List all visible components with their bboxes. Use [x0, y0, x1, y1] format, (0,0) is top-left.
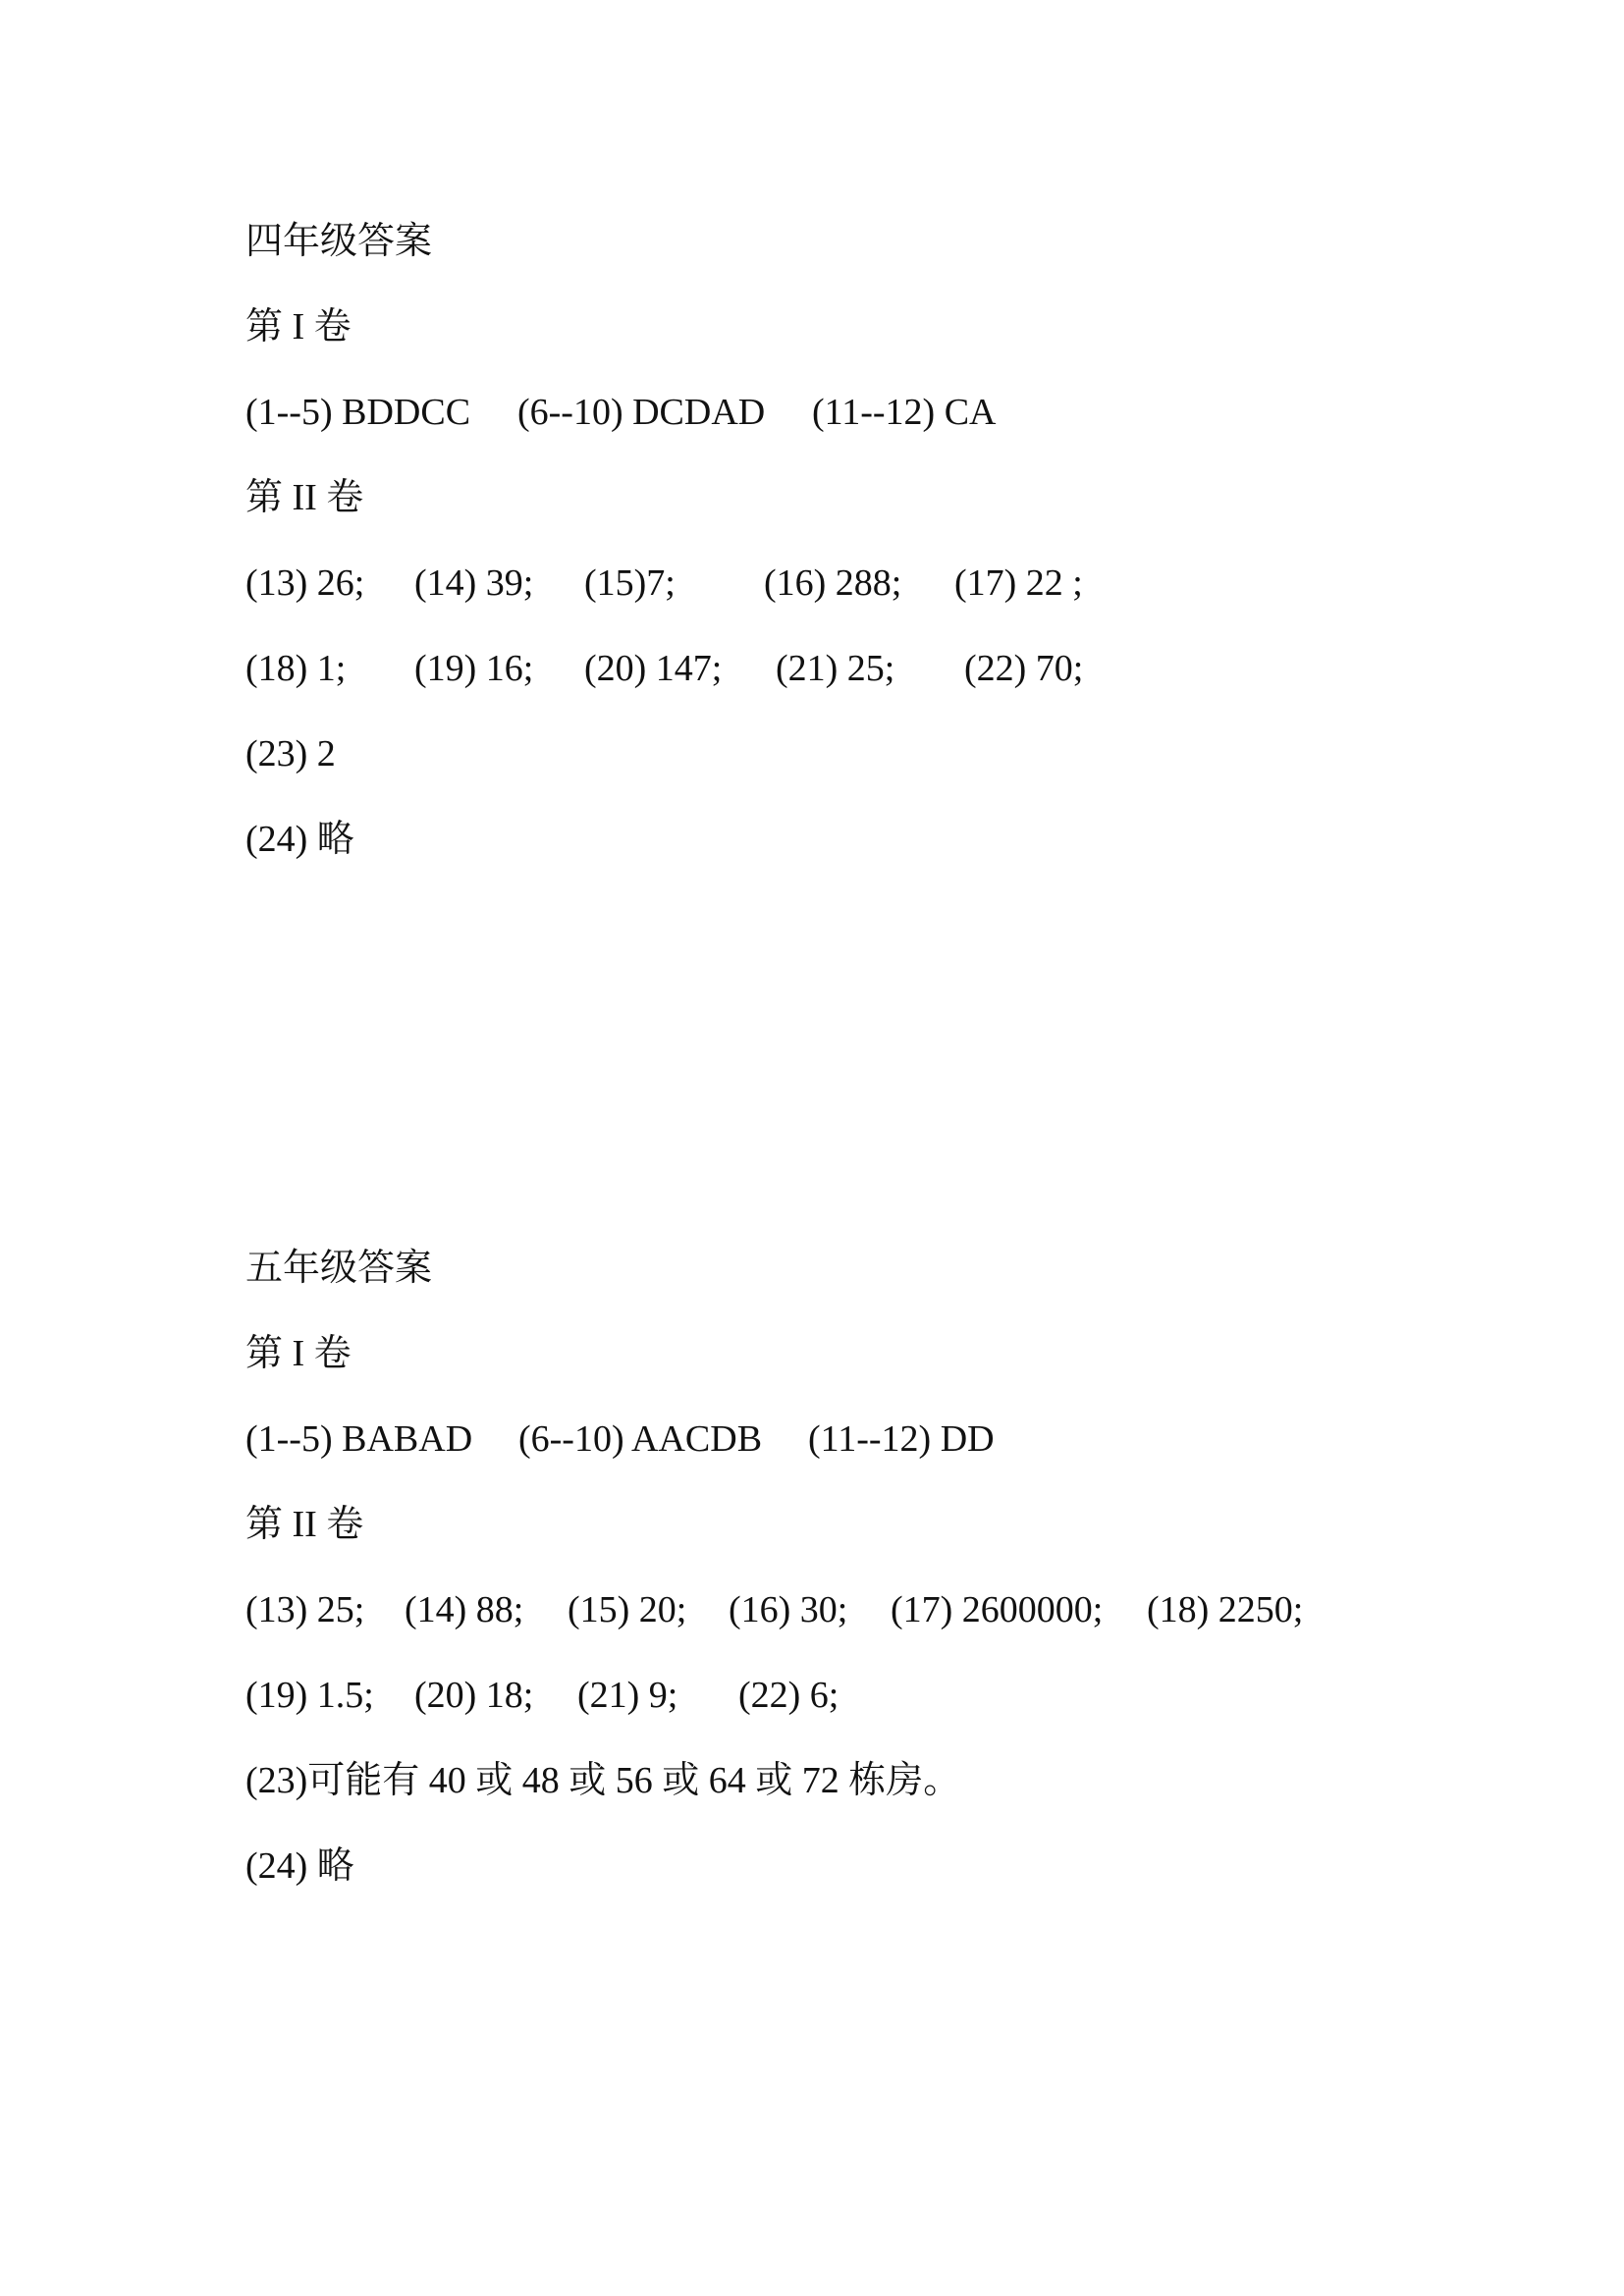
grade4-part1-answer: (6--10) DCDAD	[517, 392, 766, 433]
grade5-part1-title: 第 I 卷	[245, 1333, 352, 1374]
grade4-part2-row	[245, 642, 1424, 695]
grade4-answer: (17) 22 ;	[954, 562, 1083, 604]
grade5-part1-answer: (11--12) DD	[808, 1418, 995, 1460]
grade4-part2-row	[245, 557, 1424, 610]
grade4-part1-answer: (11--12) CA	[812, 392, 997, 433]
grade4-q24: (24) 略	[245, 819, 354, 860]
grade5-part1-answers	[245, 1413, 1424, 1466]
grade4-part1-answer: (1--5) BDDCC	[245, 392, 471, 433]
grade4-answer: (22) 70;	[964, 648, 1084, 689]
grade5-part1-answer: (6--10) AACDB	[518, 1418, 763, 1460]
grade4-part2-title: 第 II 卷	[245, 477, 364, 518]
grade4-answer: (16) 288;	[764, 562, 902, 604]
grade4-part1-answers	[245, 386, 1424, 439]
grade5-part2-row	[245, 1669, 1424, 1722]
grade4-heading: 四年级答案	[245, 221, 433, 262]
grade4-answer: (18) 1;	[245, 648, 347, 689]
grade4-part1-title: 第 I 卷	[245, 306, 352, 347]
grade5-answer: (19) 1.5;	[245, 1675, 374, 1716]
grade5-answer: (13) 25;	[245, 1589, 365, 1630]
grade4-answer: (13) 26;	[245, 562, 365, 604]
grade5-answer: (22) 6;	[738, 1675, 839, 1716]
grade5-answer: (15) 20;	[568, 1589, 687, 1630]
grade4-answer: (15)7;	[584, 562, 676, 604]
grade4-answer: (19) 16;	[414, 648, 534, 689]
grade5-answer: (21) 9;	[577, 1675, 678, 1716]
grade5-part2-title: 第 II 卷	[245, 1504, 364, 1545]
grade5-answer: (20) 18;	[414, 1675, 534, 1716]
grade4-q23: (23) 2	[245, 733, 336, 774]
grade5-heading: 五年级答案	[245, 1248, 433, 1289]
grade4-answer: (14) 39;	[414, 562, 534, 604]
grade5-answer: (16) 30;	[729, 1589, 848, 1630]
grade4-answer: (21) 25;	[776, 648, 895, 689]
grade5-q23: (23)可能有 40 或 48 或 56 或 64 或 72 栋房。	[245, 1760, 961, 1801]
grade5-part2-row	[245, 1583, 1473, 1636]
grade5-part1-answer: (1--5) BABAD	[245, 1418, 473, 1460]
grade5-answer: (17) 2600000;	[891, 1589, 1104, 1630]
grade5-answer: (14) 88;	[405, 1589, 524, 1630]
grade5-answer: (18) 2250;	[1147, 1589, 1304, 1630]
grade4-answer: (20) 147;	[584, 648, 723, 689]
grade5-q24: (24) 略	[245, 1845, 354, 1887]
